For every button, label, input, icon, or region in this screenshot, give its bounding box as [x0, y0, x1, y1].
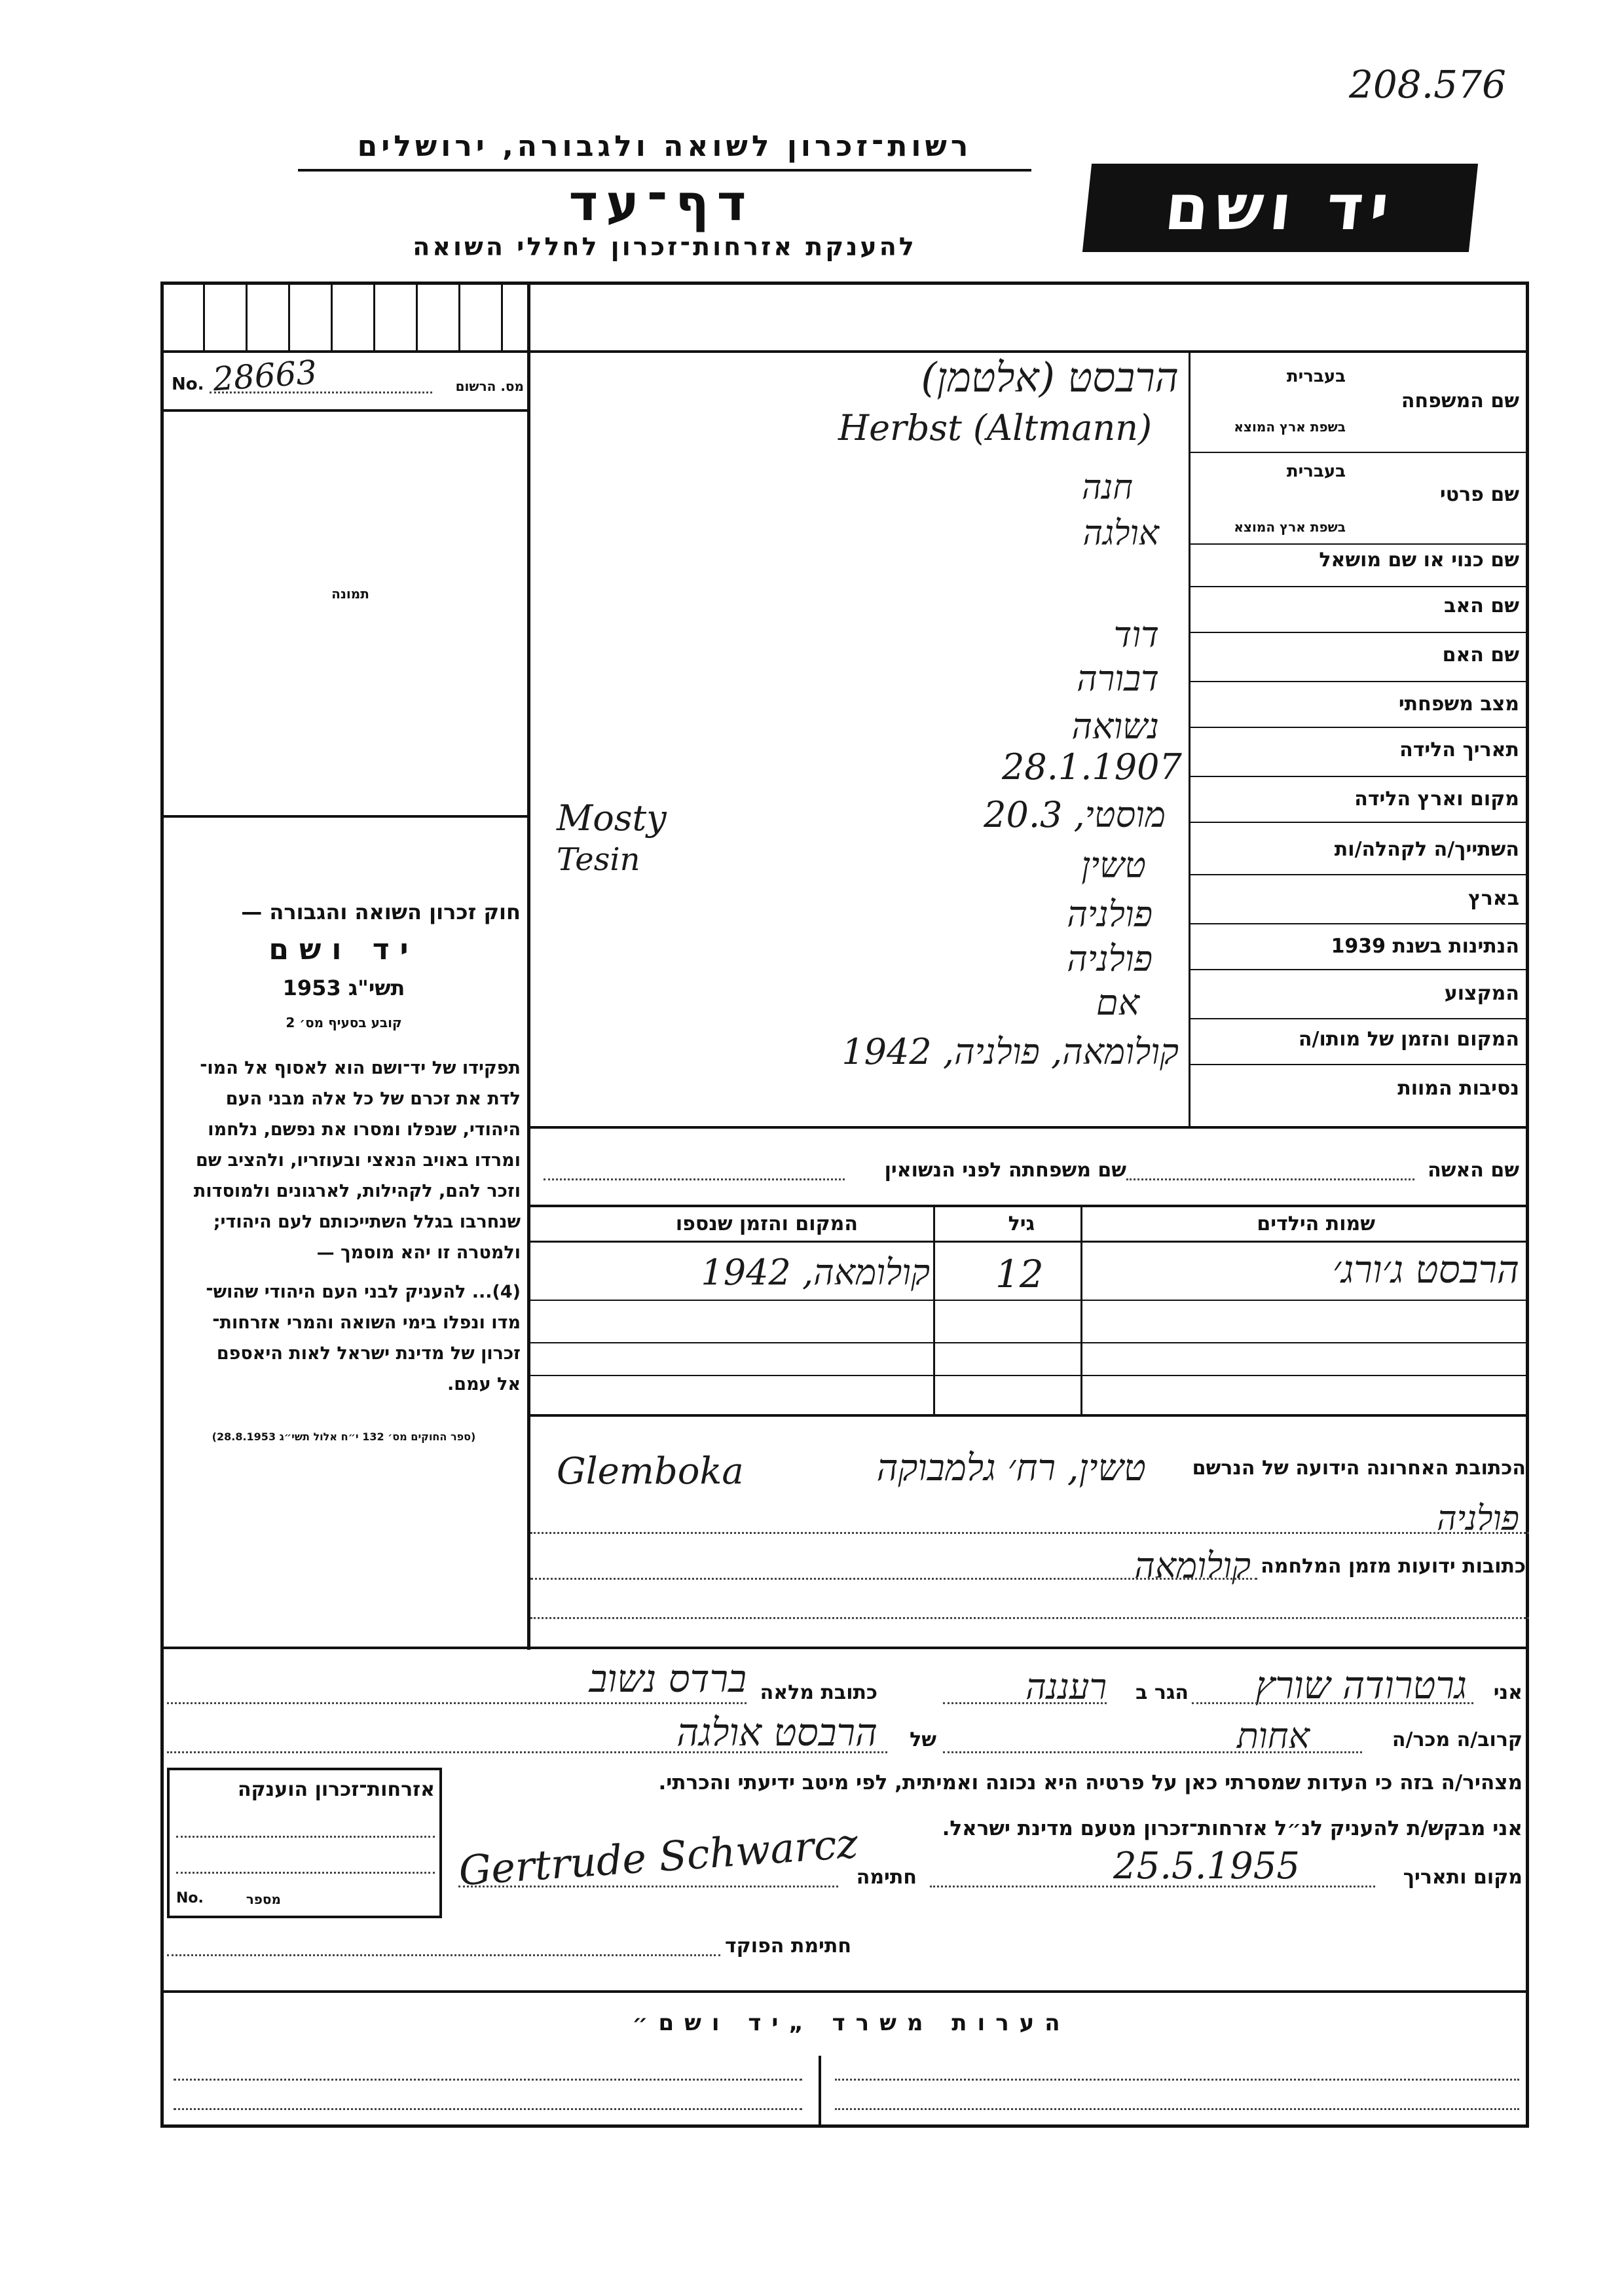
notes-line — [835, 2108, 1519, 2110]
law-text-4: ומרדו באויב הנאצי ובעוזריו, ולהציב שם — [195, 1150, 521, 1171]
country-value: פולניה — [1067, 894, 1153, 935]
birth-place-label: מקום וארץ הלידה — [1354, 788, 1519, 811]
law-text-11: אל עמם. — [447, 1374, 521, 1394]
registration-label: מס. הרשום — [455, 378, 524, 394]
table-row-line — [527, 1342, 1529, 1343]
full-address-value: ברדס נשוב — [589, 1656, 747, 1701]
war-address-label: כתובות ידועות מזמן המלחמה — [1261, 1555, 1526, 1578]
law-text-7: ולמטרה זו יהא מוסמך — — [316, 1243, 521, 1263]
nickname-label: שם כנוי או שם מושאל — [1319, 549, 1519, 572]
photo-label: תמונה — [331, 586, 369, 602]
child-age: 12 — [995, 1252, 1044, 1296]
yad-vashem-logo — [1082, 164, 1478, 252]
declarant-i-label: אני — [1493, 1681, 1522, 1704]
top-strip-divider — [160, 350, 1529, 353]
community-value: טשין — [1081, 845, 1146, 886]
first-name-hebrew-sub: בעברית — [1286, 462, 1346, 481]
children-age-header: גיל — [1008, 1212, 1035, 1235]
resides-value: רעננה — [1025, 1666, 1107, 1707]
row-line — [1190, 727, 1529, 728]
section-divider — [160, 1990, 1529, 1993]
law-year: תשי"ג 1953 — [282, 975, 405, 1000]
declarant-name-line — [1192, 1702, 1473, 1704]
row-line — [1190, 776, 1529, 777]
row-line — [1190, 452, 1529, 453]
first-name-hebrew-value: חנה — [1081, 468, 1133, 507]
marital-label: מצב משפחתי — [1398, 693, 1519, 716]
death-label: המקום והזמן של מותו/ה — [1298, 1028, 1519, 1051]
logo-text: יד ושם — [1161, 171, 1399, 244]
last-address-value: טשין, רח׳ גלמבוקה — [876, 1447, 1146, 1489]
birth-place-value: מוסטי, 20.3 — [984, 794, 1166, 835]
father-label: שם האב — [1444, 594, 1519, 617]
family-name-hebrew-sub: בעברית — [1286, 367, 1346, 386]
row-line — [1190, 1018, 1529, 1019]
full-address-line — [167, 1702, 747, 1704]
last-address-latin: Glemboka — [557, 1450, 744, 1493]
father-value: דוד — [1113, 614, 1159, 655]
row-line — [1190, 586, 1529, 587]
wife-label: שם האשה — [1428, 1159, 1519, 1182]
row-line — [1190, 874, 1529, 875]
child-name: הרבסט ג׳ורג׳ — [1332, 1247, 1519, 1292]
community-label: השתייך/ה לקהלה/ות — [1334, 838, 1519, 861]
full-address-label: כתובת מלאה — [760, 1681, 877, 1704]
death-value: קולומאה, פולניה, 1942 — [841, 1031, 1179, 1072]
maiden-name-label: שם משפחתה לפני הנשואין — [884, 1159, 1126, 1182]
citizenship-box-no: No. — [176, 1890, 204, 1906]
relation-value: אחות — [1236, 1715, 1310, 1757]
law-reference: (ספר החוקים מס׳ 132 י״ח אלול תשי״ג 28.8.1953) — [212, 1430, 476, 1443]
law-text-10: זכרון של מדינת ישראל לאות היאספם — [216, 1343, 521, 1364]
place-date-label: מקום ותאריך — [1403, 1866, 1522, 1889]
office-notes-title: הערות משרד „יד ושם״ — [632, 2010, 1071, 2036]
left-column-divider — [527, 282, 530, 1650]
children-names-header: שמות הילדים — [1257, 1212, 1375, 1235]
no-label: No. — [172, 374, 204, 394]
war-address-line-2 — [530, 1617, 1529, 1619]
law-text-9: מדו ונפלו בימי השואה והמרי אזרחות־ — [212, 1313, 521, 1333]
citizenship-box-title: אזרחות־זכרון הוענקה — [237, 1778, 435, 1801]
notes-line — [174, 2108, 802, 2110]
children-place-header: המקום והזמן שנספו — [675, 1212, 858, 1235]
profession-label: המקצוע — [1444, 982, 1519, 1005]
law-text-3: היהודי, שנפלו ומסרו את נפשם, נלחמו — [208, 1120, 521, 1140]
place-date-line — [930, 1886, 1375, 1887]
of-label: של — [910, 1728, 936, 1751]
section-divider — [527, 1414, 1529, 1417]
law-text-2: לדת את זכרם של כל אלה מבני העם — [225, 1089, 521, 1109]
relation-line — [943, 1751, 1362, 1753]
address-line — [530, 1532, 1529, 1534]
birth-date-value: 28.1.1907 — [1002, 746, 1182, 788]
maiden-line — [544, 1178, 845, 1180]
registration-divider — [160, 409, 530, 412]
authority-underline — [298, 169, 1031, 172]
first-name-label: שם פרטי — [1439, 483, 1519, 506]
row-line — [1190, 681, 1529, 682]
table-col-line — [1080, 1205, 1082, 1414]
table-row-line — [527, 1300, 1529, 1301]
profession-value: אם — [1096, 982, 1139, 1023]
registration-number: 28663 — [212, 353, 318, 399]
signature-line — [458, 1886, 838, 1887]
officer-line — [167, 1954, 720, 1956]
last-address-value-2: פולניה — [1437, 1499, 1519, 1539]
citizenship-box-number-label: מספר — [246, 1891, 281, 1907]
family-name-hebrew-value: הרבסט (אלטמן) — [921, 354, 1179, 401]
citizenship-box-line — [176, 1836, 435, 1838]
law-title: חוק זכרון השואה והגבורה — — [241, 900, 521, 924]
resides-line — [943, 1702, 1107, 1704]
photo-divider — [160, 815, 530, 818]
citizenship-box-line — [176, 1872, 435, 1874]
officer-signature-label: חתימת הפוקד — [725, 1935, 851, 1958]
authority-title: רשות־זכרון לשואה ולגבורה, ירושלים — [357, 130, 972, 163]
wife-line — [1126, 1178, 1414, 1180]
law-text-1: תפקידו של יד־ושם הוא לאסוף אל המו־ — [200, 1058, 521, 1078]
marital-value: נשואה — [1071, 706, 1159, 747]
request-text: אני מבקש/ת להעניק לנ״ל אזרחות־זכרון מטעם מדינת ישראל. — [942, 1817, 1522, 1840]
form-title: דף־עד — [568, 173, 754, 232]
war-address-value: קולומאה — [1134, 1545, 1251, 1586]
citizenship-value: פולניה — [1067, 938, 1153, 979]
child-place: קולומאה, 1942 — [701, 1252, 930, 1293]
table-row-line — [527, 1375, 1529, 1376]
signature-value: Gertrude Schwarcz — [457, 1819, 860, 1895]
notes-divider — [819, 2056, 821, 2128]
relation-label: קרוב/ה מכר/ה — [1392, 1728, 1522, 1751]
row-line — [1190, 969, 1529, 970]
declarant-name-value: גרטרודה שורץ — [1255, 1663, 1467, 1707]
birth-date-label: תאריך הלידה — [1399, 738, 1519, 761]
mother-value: דבורה — [1077, 658, 1159, 699]
signature-label: חתימה — [856, 1866, 917, 1889]
war-address-line — [530, 1578, 1257, 1580]
place-date-value: 25.5.1955 — [1113, 1845, 1301, 1887]
section-divider — [160, 1647, 1529, 1649]
row-line — [1190, 632, 1529, 633]
law-name: יד ושם — [268, 933, 419, 966]
mother-label: שם האם — [1442, 644, 1519, 666]
law-text-8: (4)... להעניק לבני העם היהודי שהוש־ — [206, 1282, 521, 1302]
law-text-6: שנחרבו בגלל השתייכותם לעם היהודי; — [213, 1212, 521, 1232]
notes-line — [174, 2079, 802, 2081]
country-label: בארץ — [1467, 887, 1519, 910]
table-header-line — [527, 1241, 1529, 1243]
death-cause-label: נסיבות המוות — [1397, 1077, 1519, 1100]
form-subtitle: להענקת אזרחות־זכרון לחללי השואה — [413, 232, 917, 261]
family-name-origin-value: Herbst (Altmann) — [838, 407, 1153, 448]
archive-number: 208.576 — [1349, 62, 1506, 107]
row-line — [1190, 923, 1529, 924]
of-line — [167, 1751, 887, 1753]
law-text-5: וזכר להם, לקהילות, לארגונים ולמוסדות — [193, 1181, 521, 1201]
row-line — [1190, 1064, 1529, 1065]
row-line — [1190, 822, 1529, 823]
declaration-text: מצהיר/ה בזה כי העדות שמסרתי כאן על פרטיה היא נכונה ואמיתית, לפי מיטב ידיעתי והכרתי. — [658, 1771, 1522, 1795]
of-value: הרבסט אולגה — [676, 1710, 877, 1755]
last-address-label: הכתובת האחרונה הידועה של הנרשם — [1192, 1457, 1526, 1480]
first-name-origin-value: אולגה — [1082, 514, 1159, 553]
family-name-origin-sub: בשפת ארץ המוצא — [1234, 419, 1346, 435]
family-name-label: שם המשפחה — [1401, 390, 1519, 412]
table-col-line — [933, 1205, 935, 1414]
section-divider — [527, 1126, 1529, 1129]
citizenship-label: הנתינות בשנת 1939 — [1331, 935, 1519, 958]
community-latin: Tesin — [557, 841, 640, 878]
birth-place-latin: Mosty — [557, 797, 667, 839]
citizenship-box — [167, 1768, 442, 1918]
law-clause: קובע בסעיף מס׳ 2 — [286, 1015, 402, 1030]
row-line — [1190, 543, 1529, 545]
section-divider — [527, 1205, 1529, 1207]
resides-label: הגר ב — [1135, 1681, 1189, 1704]
notes-line — [835, 2079, 1519, 2081]
label-column-divider — [1189, 350, 1190, 1126]
first-name-origin-sub: בשפת ארץ המוצא — [1234, 519, 1346, 535]
